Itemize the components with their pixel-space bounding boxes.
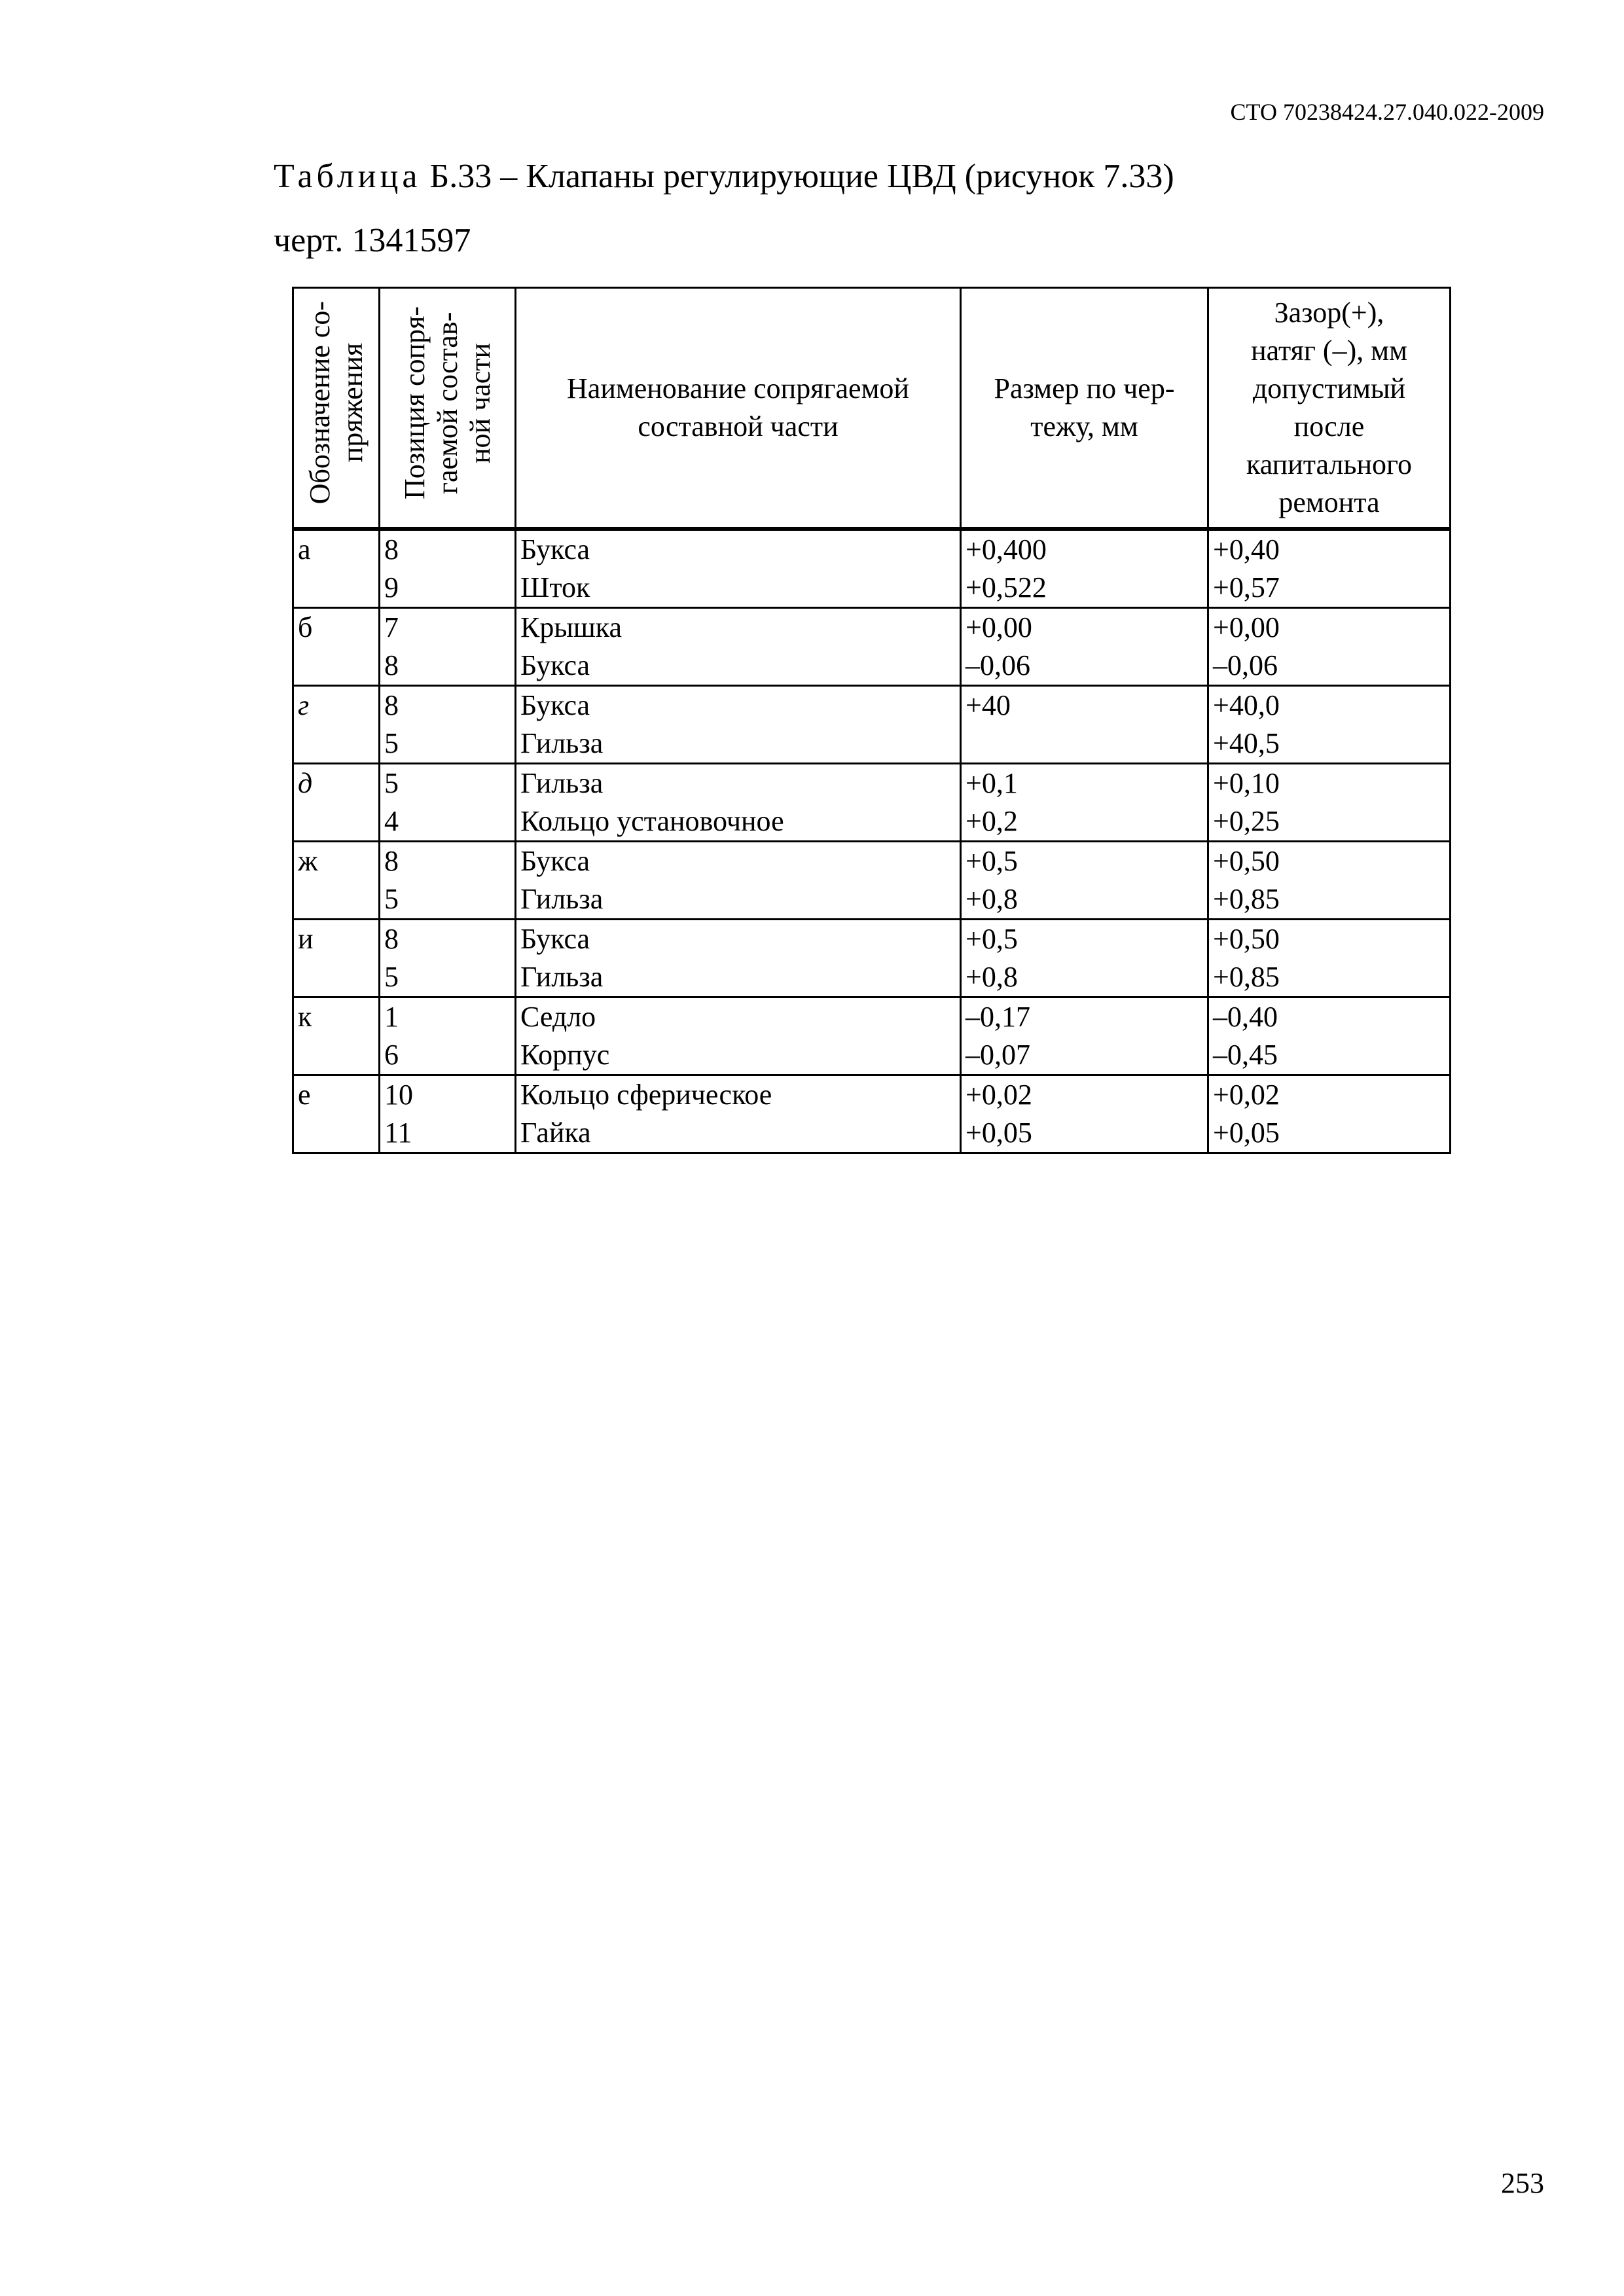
table-body xyxy=(293,529,1451,1153)
cell-line: +0,10 xyxy=(1213,767,1280,799)
cell-line: Букса xyxy=(520,533,590,565)
header-mark: Обозначение со- пряжения xyxy=(293,288,380,529)
cell-line: +0,40 xyxy=(1213,533,1280,565)
cell-position xyxy=(380,920,516,997)
cell-line: Кольцо сферическое xyxy=(520,1079,772,1111)
cell-limit xyxy=(1208,608,1451,686)
cell-line: +0,02 xyxy=(1213,1079,1280,1111)
cell-line: –0,06 xyxy=(965,649,1030,681)
cell-mark: г xyxy=(293,686,380,764)
cell-line: 5 xyxy=(384,767,399,799)
cell-line: +0,50 xyxy=(1213,923,1280,955)
cell-line: Гильза xyxy=(520,961,604,993)
table-title xyxy=(274,157,1174,196)
cell-line: +0,85 xyxy=(1213,961,1280,993)
cell-line: Шток xyxy=(520,571,590,603)
cell-line: +0,05 xyxy=(1213,1117,1280,1149)
table-row xyxy=(293,608,1451,686)
cell-name xyxy=(516,1075,961,1153)
table-row xyxy=(293,1075,1451,1153)
cell-name xyxy=(516,686,961,764)
table-row xyxy=(293,997,1451,1075)
cell-line: +0,8 xyxy=(965,883,1018,915)
cell-mark: и xyxy=(293,920,380,997)
cell-size xyxy=(961,1075,1208,1153)
spec-table xyxy=(292,287,1451,1154)
cell-line: +0,522 xyxy=(965,571,1047,603)
cell-line: 8 xyxy=(384,689,399,721)
cell-mark: д xyxy=(293,764,380,842)
cell-line: Кольцо установочное xyxy=(520,805,784,837)
header-name: Наименование сопрягаемой составной части xyxy=(516,288,961,529)
cell-size xyxy=(961,529,1208,608)
cell-line: 5 xyxy=(384,883,399,915)
cell-name xyxy=(516,997,961,1075)
cell-line: +0,57 xyxy=(1213,571,1280,603)
cell-position xyxy=(380,997,516,1075)
cell-line: +0,00 xyxy=(965,611,1032,643)
cell-mark: е xyxy=(293,1075,380,1153)
cell-size xyxy=(961,920,1208,997)
cell-size xyxy=(961,764,1208,842)
cell-line: 8 xyxy=(384,533,399,565)
cell-line: 5 xyxy=(384,961,399,993)
header-size: Размер по чер- тежу, мм xyxy=(961,288,1208,529)
cell-limit xyxy=(1208,764,1451,842)
table-title-label: Таблица xyxy=(274,158,422,195)
cell-line: –0,40 xyxy=(1213,1001,1278,1033)
cell-line: +0,85 xyxy=(1213,883,1280,915)
cell-mark: б xyxy=(293,608,380,686)
cell-limit xyxy=(1208,686,1451,764)
cell-position xyxy=(380,842,516,920)
cell-position xyxy=(380,686,516,764)
cell-line: +0,1 xyxy=(965,767,1018,799)
cell-line: +0,2 xyxy=(965,805,1018,837)
cell-size: +40 xyxy=(961,686,1208,764)
header-position: Позиция сопря- гаемой состав- ной части xyxy=(380,288,516,529)
cell-line: 7 xyxy=(384,611,399,643)
cell-line: 8 xyxy=(384,649,399,681)
cell-line: –0,45 xyxy=(1213,1039,1278,1071)
cell-line: 5 xyxy=(384,727,399,759)
cell-mark: ж xyxy=(293,842,380,920)
cell-size xyxy=(961,997,1208,1075)
cell-line: 10 xyxy=(384,1079,413,1111)
cell-line: 8 xyxy=(384,845,399,877)
table-row xyxy=(293,529,1451,608)
cell-line: Седло xyxy=(520,1001,596,1033)
page-number: 253 xyxy=(1501,2167,1544,2199)
cell-line: 1 xyxy=(384,1001,399,1033)
cell-line: Букса xyxy=(520,649,590,681)
table-row xyxy=(293,920,1451,997)
cell-line: Гильза xyxy=(520,727,604,759)
cell-line: Гильза xyxy=(520,883,604,915)
cell-line: 4 xyxy=(384,805,399,837)
cell-line: +0,25 xyxy=(1213,805,1280,837)
cell-line: Крышка xyxy=(520,611,623,643)
cell-line: 11 xyxy=(384,1117,412,1149)
cell-size xyxy=(961,842,1208,920)
cell-line: Корпус xyxy=(520,1039,610,1071)
cell-name xyxy=(516,764,961,842)
cell-line: +40,5 xyxy=(1213,727,1280,759)
table-title-text: Б.33 – Клапаны регулирующие ЦВД (рисунок 7.33) xyxy=(421,158,1174,195)
cell-position xyxy=(380,529,516,608)
cell-line: +0,05 xyxy=(965,1117,1032,1149)
cell-name xyxy=(516,529,961,608)
cell-line: –0,07 xyxy=(965,1039,1030,1071)
cell-line: Букса xyxy=(520,689,590,721)
cell-limit xyxy=(1208,842,1451,920)
cell-line: Гильза xyxy=(520,767,604,799)
table-subtitle: черт. 1341597 xyxy=(274,222,471,259)
cell-line: Гайка xyxy=(520,1117,591,1149)
table-row xyxy=(293,764,1451,842)
table-header-row xyxy=(293,288,1451,529)
cell-line: +0,400 xyxy=(965,533,1047,565)
cell-line: 6 xyxy=(384,1039,399,1071)
cell-line: +0,02 xyxy=(965,1079,1032,1111)
header-limit: Зазор(+), натяг (–), мм допустимый после капитального ремонта xyxy=(1208,288,1451,529)
cell-line: 8 xyxy=(384,923,399,955)
cell-line: +0,8 xyxy=(965,961,1018,993)
cell-limit xyxy=(1208,529,1451,608)
cell-line: –0,06 xyxy=(1213,649,1278,681)
cell-name xyxy=(516,608,961,686)
cell-line: +0,00 xyxy=(1213,611,1280,643)
cell-line: Букса xyxy=(520,923,590,955)
cell-limit xyxy=(1208,1075,1451,1153)
cell-line: +0,5 xyxy=(965,923,1018,955)
cell-line: +0,50 xyxy=(1213,845,1280,877)
cell-line: 9 xyxy=(384,571,399,603)
table-row xyxy=(293,686,1451,764)
cell-position xyxy=(380,764,516,842)
cell-line: +0,5 xyxy=(965,845,1018,877)
cell-line: –0,17 xyxy=(965,1001,1030,1033)
cell-mark: а xyxy=(293,529,380,608)
cell-name xyxy=(516,842,961,920)
cell-mark: к xyxy=(293,997,380,1075)
document-code: СТО 70238424.27.040.022-2009 xyxy=(1230,99,1544,125)
cell-position xyxy=(380,608,516,686)
cell-line: +40,0 xyxy=(1213,689,1280,721)
table-row xyxy=(293,842,1451,920)
cell-position xyxy=(380,1075,516,1153)
cell-name xyxy=(516,920,961,997)
cell-limit xyxy=(1208,920,1451,997)
cell-line: Букса xyxy=(520,845,590,877)
cell-size xyxy=(961,608,1208,686)
cell-limit xyxy=(1208,997,1451,1075)
